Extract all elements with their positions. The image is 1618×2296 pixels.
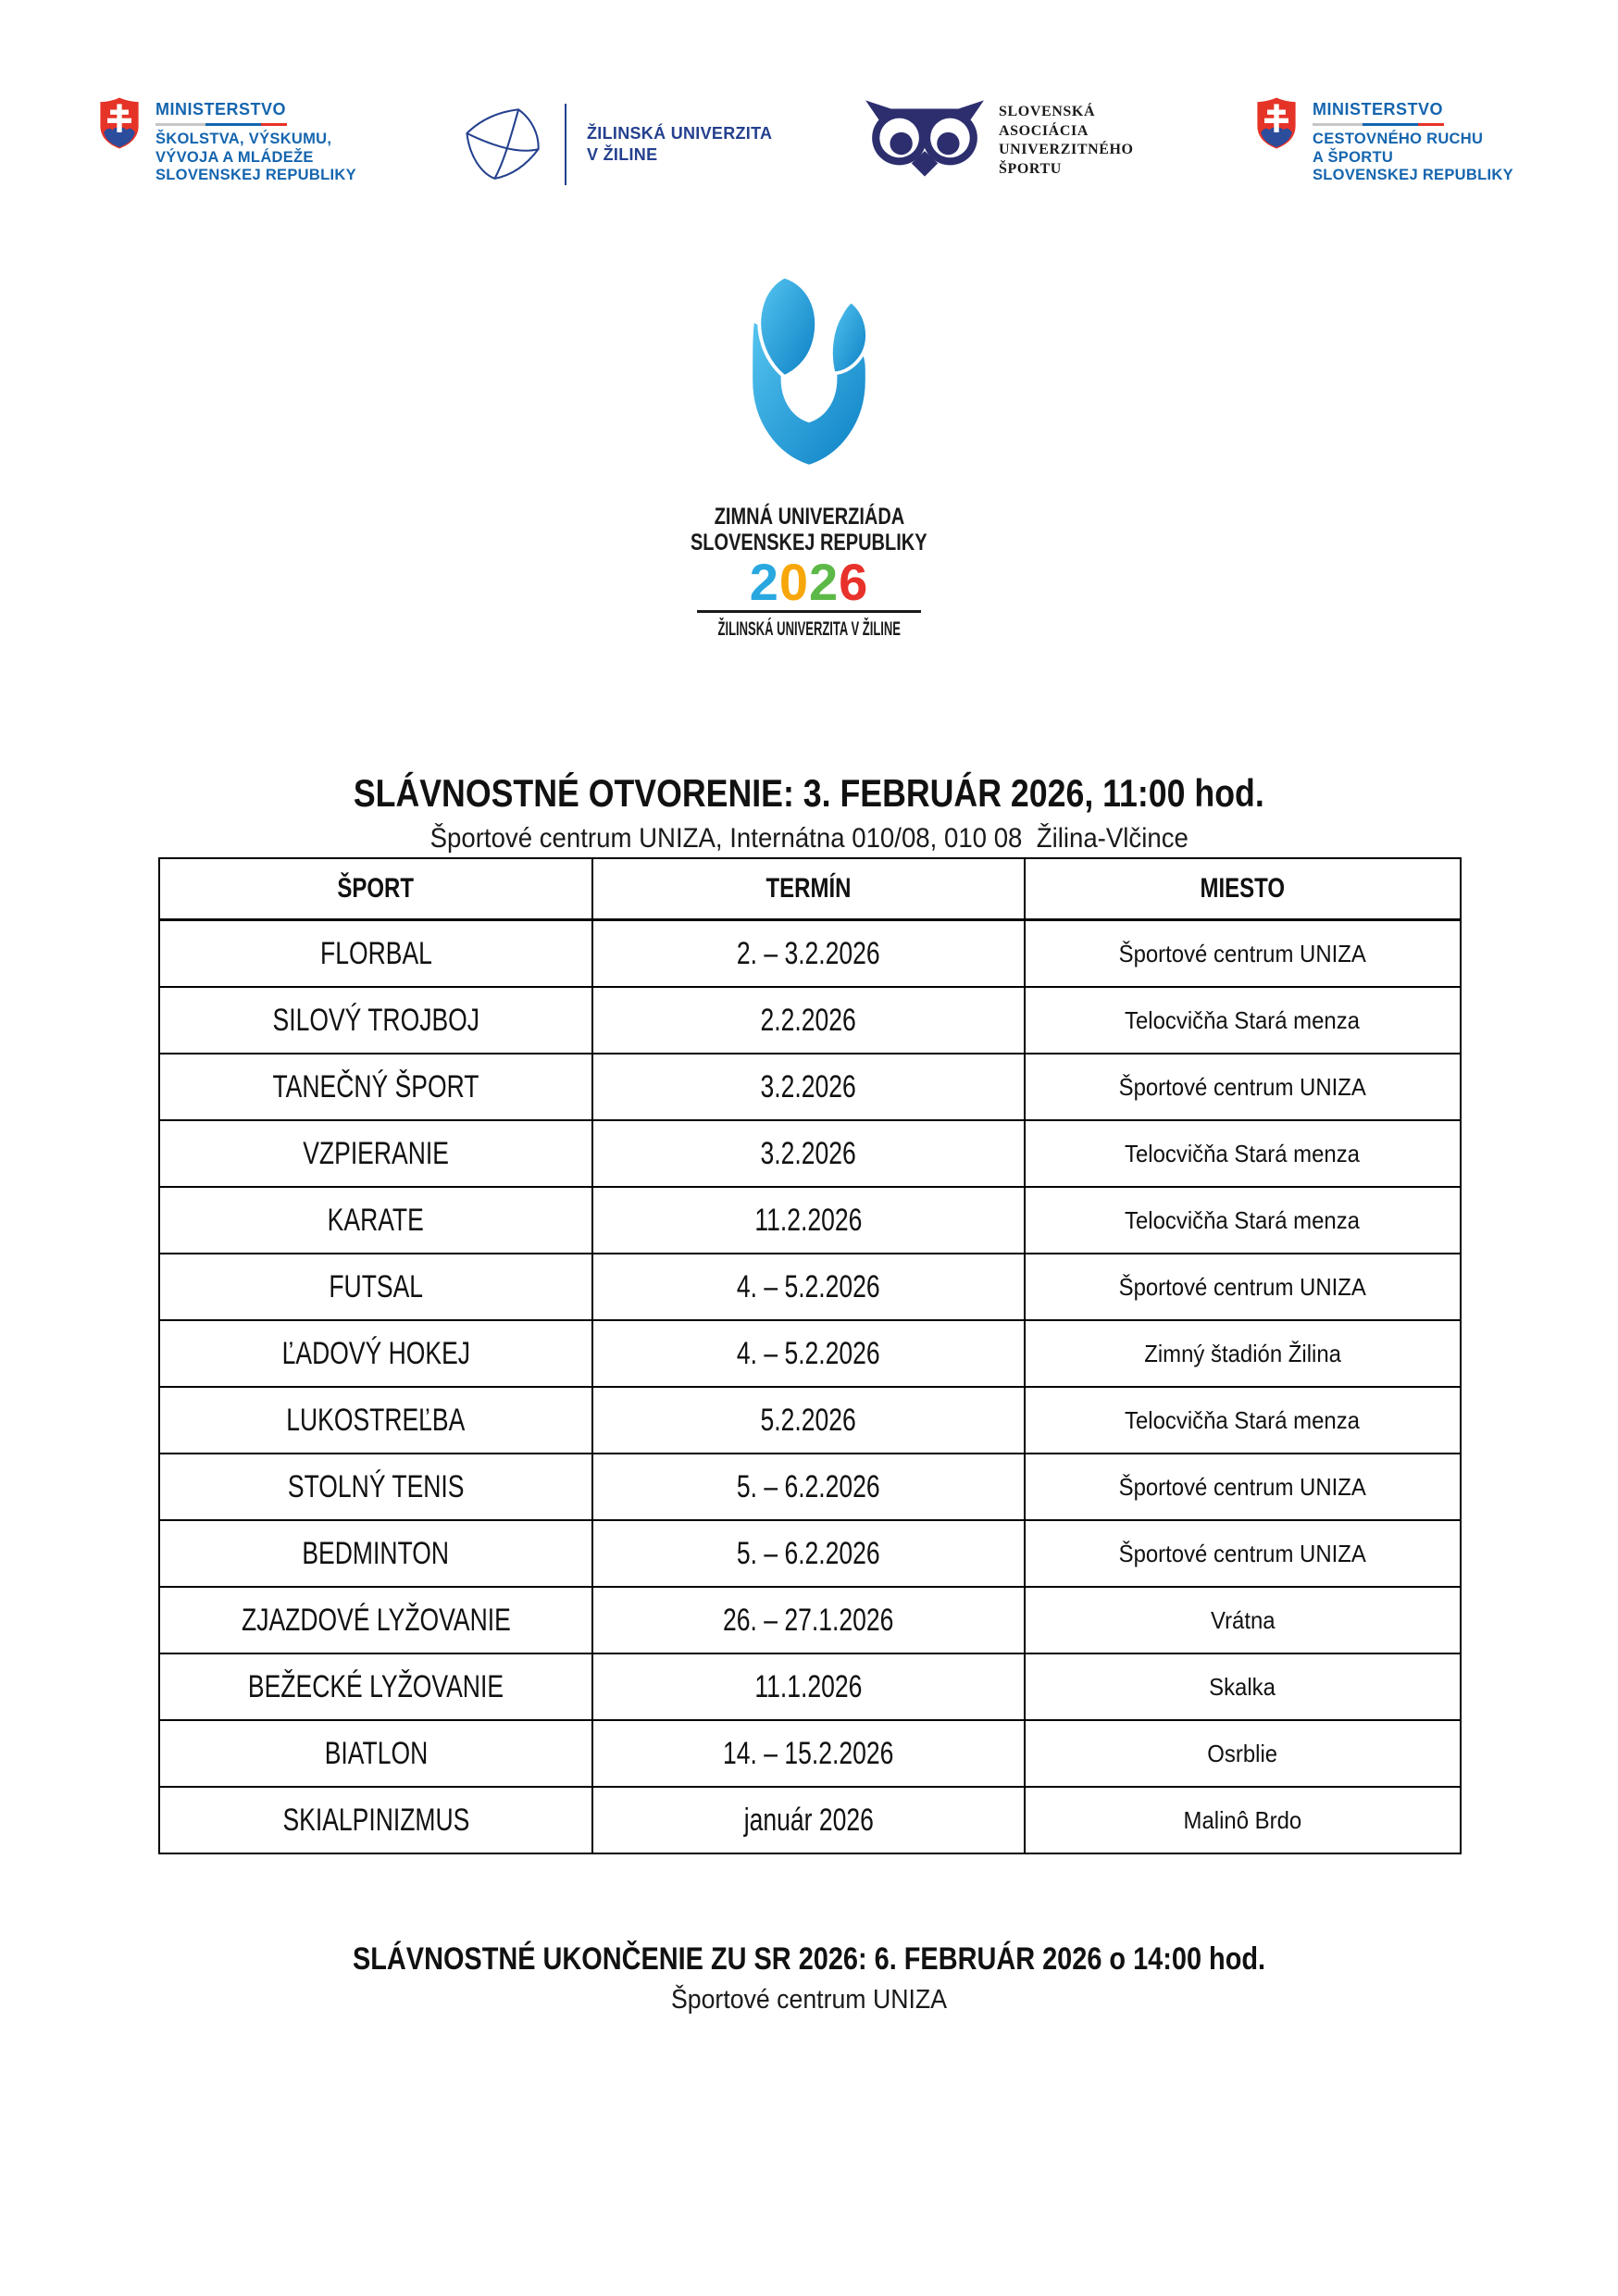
table-row: [159, 1520, 1461, 1587]
sport-cell: [159, 1120, 592, 1187]
place-cell: [1025, 1320, 1461, 1387]
date-cell: [592, 1387, 1025, 1454]
place-cell: [1025, 1587, 1461, 1653]
sport-cell-text: SKIALPINIZMUS: [282, 1802, 469, 1838]
uniza-star-icon: [463, 106, 542, 183]
sport-cell: [159, 1454, 592, 1520]
uniza-line: ŽILINSKÁ UNIVERZITA: [587, 124, 773, 143]
place-cell-text: Športové centrum UNIZA: [1118, 1272, 1367, 1301]
date-cell-text: 4. – 5.2.2026: [737, 1268, 880, 1304]
place-cell: [1025, 1454, 1461, 1520]
date-cell-text: 5.2.2026: [760, 1402, 857, 1438]
place-cell: [1025, 1653, 1461, 1720]
ministry-tourism-text: [1313, 96, 1513, 185]
tricolor-divider: [156, 123, 287, 126]
date-cell: [592, 1120, 1025, 1187]
place-cell: [1025, 1187, 1461, 1254]
sport-cell: [159, 1653, 592, 1720]
sport-cell-text: ĽADOVÝ HOKEJ: [281, 1335, 470, 1371]
sport-cell: [159, 1387, 592, 1454]
slovak-coat-of-arms-icon: [98, 96, 141, 150]
closing-section: [0, 1940, 1618, 2015]
schedule-table-body: [159, 920, 1461, 1854]
date-cell: [592, 1587, 1025, 1653]
opening-title: SLÁVNOSTNÉ OTVORENIE: 3. FEBRUÁR 2026, 11:00 hod.: [354, 771, 1264, 815]
ministry-label: MINISTERSTVO: [156, 100, 287, 119]
sport-cell-text: BEDMINTON: [302, 1535, 450, 1571]
table-row: [159, 1320, 1461, 1387]
place-cell-text: Telocvičňa Stará menza: [1125, 1005, 1361, 1034]
date-cell: [592, 1254, 1025, 1320]
ministry-tourism-line: SLOVENSKEJ REPUBLIKY: [1313, 167, 1513, 183]
slovak-coat-of-arms-icon: [1255, 96, 1298, 150]
uniza-logo-divider: [565, 104, 566, 185]
date-cell-text: 11.1.2026: [754, 1668, 863, 1704]
place-cell-text: Športové centrum UNIZA: [1118, 939, 1367, 967]
sport-cell-text: BIATLON: [324, 1735, 428, 1771]
header-date: TERMÍN: [592, 858, 1025, 920]
event-title-line1: ZIMNÁ UNIVERZIÁDA: [714, 504, 904, 530]
table-row: [159, 987, 1461, 1054]
date-cell-text: 14. – 15.2.2026: [723, 1735, 894, 1771]
saus-line: UNIVERZITNÉHO: [999, 142, 1134, 157]
date-cell-text: 26. – 27.1.2026: [723, 1602, 894, 1638]
place-cell: [1025, 1387, 1461, 1454]
tricolor-divider: [1313, 123, 1444, 126]
ministry-education-text: [156, 96, 356, 185]
event-title: [0, 504, 1618, 555]
sport-cell: [159, 1787, 592, 1853]
place-cell-text: Telocvičňa Stará menza: [1125, 1405, 1361, 1434]
table-row: [159, 920, 1461, 988]
place-cell: [1025, 987, 1461, 1054]
date-cell: [592, 987, 1025, 1054]
date-cell-text: 2. – 3.2.2026: [737, 935, 880, 971]
sport-cell: [159, 1254, 592, 1320]
year-digit: 0: [778, 553, 809, 611]
year-digit: 2: [809, 553, 840, 611]
date-cell: [592, 1720, 1025, 1787]
sport-cell-text: BEŽECKÉ LYŽOVANIE: [247, 1668, 504, 1704]
date-cell: [592, 1787, 1025, 1853]
place-cell: [1025, 1054, 1461, 1120]
table-row: [159, 1187, 1461, 1254]
opening-subtitle: Športové centrum UNIZA, Internátna 010/08, 010 08 Žilina-Vlčince: [429, 823, 1189, 854]
opening-section: [0, 772, 1618, 855]
sport-cell: [159, 1320, 592, 1387]
table-row: [159, 1720, 1461, 1787]
date-cell-text: 4. – 5.2.2026: [737, 1335, 880, 1371]
date-cell: [592, 1653, 1025, 1720]
date-cell-text: 3.2.2026: [760, 1135, 857, 1171]
place-cell-text: Telocvičňa Stará menza: [1125, 1139, 1361, 1167]
ministry-tourism-line: A ŠPORTU: [1313, 148, 1394, 166]
place-cell-text: Športové centrum UNIZA: [1118, 1072, 1367, 1101]
place-cell: [1025, 1720, 1461, 1787]
logo-saus: [864, 100, 1134, 181]
sport-cell: [159, 1520, 592, 1587]
table-row: [159, 1054, 1461, 1120]
sport-cell: [159, 1587, 592, 1653]
owl-icon: [864, 100, 986, 181]
uniza-text: [587, 123, 772, 166]
closing-title: SLÁVNOSTNÉ UKONČENIE ZU SR 2026: 6. FEBRUÁR 2026 o 14:00 hod.: [352, 1941, 1266, 1977]
date-cell-text: 2.2.2026: [760, 1002, 857, 1038]
date-cell: [592, 1187, 1025, 1254]
sport-cell-text: ZJAZDOVÉ LYŽOVANIE: [241, 1602, 511, 1638]
place-cell-text: Osrblie: [1207, 1739, 1278, 1767]
table-row: [159, 1587, 1461, 1653]
place-cell: [1025, 1787, 1461, 1853]
saus-line: SLOVENSKÁ: [999, 104, 1096, 119]
sport-cell-text: STOLNÝ TENIS: [287, 1468, 465, 1504]
date-cell-text: 5. – 6.2.2026: [737, 1535, 880, 1571]
sport-cell: [159, 1187, 592, 1254]
table-row: [159, 1387, 1461, 1454]
ministry-education-line: ŠKOLSTVA, VÝSKUMU,: [156, 131, 332, 147]
date-cell-text: 3.2.2026: [760, 1068, 857, 1104]
logo-uniza: [463, 102, 772, 187]
sport-cell-text: FLORBAL: [319, 935, 432, 971]
ministry-education-line: SLOVENSKEJ REPUBLIKY: [156, 167, 356, 183]
saus-line: ASOCIÁCIA: [999, 122, 1089, 139]
date-cell: [592, 1320, 1025, 1387]
place-cell: [1025, 920, 1461, 988]
sport-cell: [159, 1054, 592, 1120]
header-sport: ŠPORT: [159, 858, 592, 920]
place-cell-text: Telocvičňa Stará menza: [1125, 1205, 1361, 1234]
sport-cell-text: TANEČNÝ ŠPORT: [272, 1068, 479, 1104]
event-logo-subtitle: ŽILINSKÁ UNIVERZITA V ŽILINE: [717, 618, 901, 640]
ministry-education-line: VÝVOJA A MLÁDEŽE: [156, 148, 314, 166]
date-cell: [592, 1054, 1025, 1120]
schedule-table-header: [159, 858, 1461, 920]
date-cell: [592, 1520, 1025, 1587]
place-cell-text: Športové centrum UNIZA: [1118, 1472, 1367, 1501]
place-cell: [1025, 1120, 1461, 1187]
year-digit: 2: [749, 553, 779, 611]
table-row: [159, 1254, 1461, 1320]
table-row: [159, 1787, 1461, 1853]
date-cell-text: 5. – 6.2.2026: [737, 1468, 880, 1504]
header-row: [159, 858, 1461, 920]
date-cell: [592, 1454, 1025, 1520]
schedule-table: [158, 857, 1462, 1854]
date-cell-text: 11.2.2026: [754, 1202, 863, 1238]
logo-ministry-tourism: [1255, 96, 1513, 185]
sport-cell: [159, 987, 592, 1054]
saus-line: ŠPORTU: [999, 160, 1062, 177]
uniza-line: V ŽILINE: [587, 145, 658, 164]
table-row: [159, 1653, 1461, 1720]
sport-cell: [159, 920, 592, 988]
event-logo: [0, 270, 1618, 641]
sport-cell-text: LUKOSTREĽBA: [286, 1402, 466, 1438]
sport-cell-text: FUTSAL: [329, 1268, 423, 1304]
ministry-tourism-line: CESTOVNÉHO RUCHU: [1313, 131, 1484, 147]
sport-cell-text: SILOVÝ TROJBOJ: [272, 1002, 479, 1038]
place-cell-text: Športové centrum UNIZA: [1118, 1539, 1367, 1567]
date-cell-text: január 2026: [743, 1802, 874, 1838]
header-place: MIESTO: [1025, 858, 1461, 920]
sport-cell-text: VZPIERANIE: [303, 1135, 449, 1171]
ministry-label: MINISTERSTVO: [1313, 100, 1444, 119]
table-row: [159, 1454, 1461, 1520]
closing-subtitle: Športové centrum UNIZA: [670, 1985, 948, 2015]
place-cell-text: Malinô Brdo: [1183, 1805, 1302, 1834]
place-cell: [1025, 1520, 1461, 1587]
logo-ministry-education: [98, 96, 356, 185]
place-cell: [1025, 1254, 1461, 1320]
place-cell-text: Zimný štadión Žilina: [1144, 1339, 1341, 1367]
event-title-line2: SLOVENSKEJ REPUBLIKY: [691, 530, 927, 555]
year-digit: 6: [839, 553, 869, 611]
place-cell-text: Skalka: [1209, 1672, 1276, 1701]
universiade-u-mark-icon: [739, 270, 879, 481]
sport-cell-text: KARATE: [327, 1202, 425, 1238]
sport-cell: [159, 1720, 592, 1787]
date-cell: [592, 920, 1025, 988]
table-row: [159, 1120, 1461, 1187]
event-year: [0, 553, 1618, 611]
saus-text: [999, 100, 1134, 179]
place-cell-text: Vrátna: [1210, 1605, 1276, 1634]
